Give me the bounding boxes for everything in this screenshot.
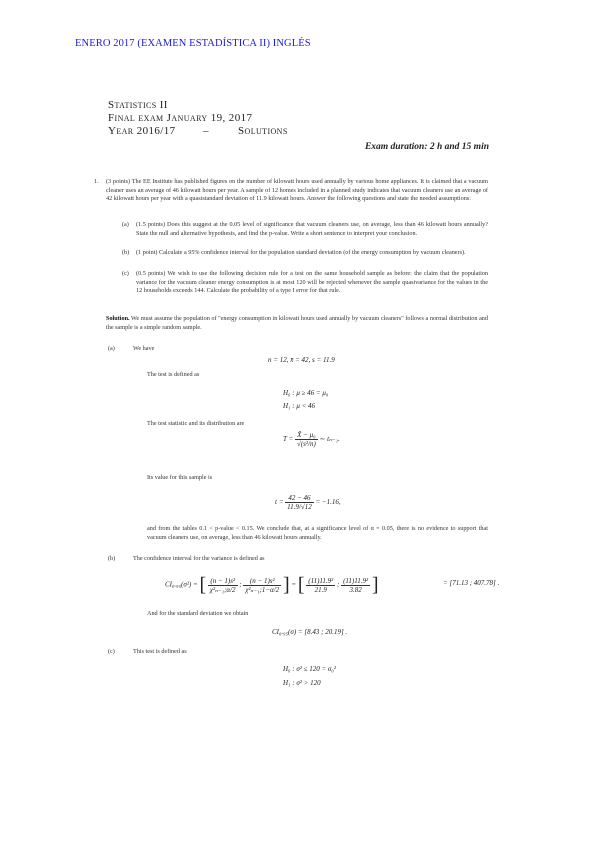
solution-c-text: This test is defined as bbox=[133, 648, 187, 655]
ci-eq: = bbox=[291, 580, 297, 589]
c-null-hypothesis: H₀ : σ² ≤ 120 = σ₀² bbox=[283, 665, 336, 673]
exam-year: Year 2016/17 bbox=[108, 125, 176, 137]
question-1a-label: (a) bbox=[122, 221, 129, 228]
question-1c-label: (c) bbox=[122, 270, 129, 277]
ci-frac-2-den: χ²ₙ₋₁;1−α/2 bbox=[245, 585, 280, 594]
right-bracket-2: ] bbox=[371, 574, 379, 596]
sd-text: And for the standard deviation we obtain bbox=[147, 610, 249, 617]
question-1a bbox=[122, 221, 488, 238]
question-1-intro bbox=[94, 178, 488, 204]
tval-rhs: = −1.16, bbox=[315, 498, 341, 507]
title-dash: – bbox=[203, 125, 209, 137]
question-1b-text: (1 point) Calculate a 95% confidence interval for the population standard deviation (of the energy consumption by vacuum cleaners). bbox=[136, 249, 466, 256]
test-definition-text: The test is defined as bbox=[147, 371, 200, 378]
ci-frac-3-num: (11)11.9² bbox=[308, 576, 334, 585]
ci-var-lhs: CI₀.₉₅(σ²) = bbox=[165, 580, 198, 589]
question-1-text: (3 points) The EE Institute has published figures on the number of kilowatt hours used annually by various home appliances. It is claimed that a vacuum cleaner uses an average of 46 kilowatt hours per year. A sample of 12 homes included in a planned study indicates that vacuum cleaners use an average of 42 kilowatt hours per year with a quasistandard deviation of 11.9 kilowatt hours. Answer the following questions and state the needed assumptions: bbox=[106, 178, 488, 203]
ci-frac-1-den: χ²ₙ₋₁;α/2 bbox=[209, 585, 236, 594]
question-1c bbox=[122, 270, 488, 296]
variance-ci-result: = [71.13 ; 407.78] . bbox=[443, 579, 500, 587]
stat-rhs: ∼ tₙ₋₁. bbox=[319, 435, 340, 444]
given-values: n = 12, x̄ = 42, s = 11.9 bbox=[268, 356, 335, 364]
question-number: 1. bbox=[94, 178, 99, 185]
solution-b-label: (b) bbox=[108, 555, 116, 562]
course-title: Statistics II bbox=[108, 99, 168, 111]
solution-label: Solution. bbox=[106, 315, 130, 322]
ci-frac-1 bbox=[208, 577, 238, 594]
ci-frac-1-num: (n − 1)s² bbox=[208, 577, 238, 586]
stat-numerator: X̄ − μ₀ bbox=[295, 431, 318, 440]
exam-year-line bbox=[108, 125, 288, 137]
ci-frac-4-num: (11)11.9² bbox=[343, 576, 369, 585]
tval-lhs: t = bbox=[275, 498, 284, 507]
test-value-formula bbox=[275, 494, 341, 511]
solution-intro-text: We must assume the population of "energy consumption in kilowatt hours used annually by vacuum cleaners" follows a normal distribution and the sample is a simple random sample. bbox=[106, 315, 488, 331]
question-1a-text: (1.5 points) Does this suggest at the 0.05 level of significance that vacuum cleaners use, on average, less than 46 kilowatt hours annually? State the null and alternative hypothesis, and find the p-value. Write a short sentence to interpret your conclusion. bbox=[136, 221, 488, 237]
solutions-label: Solutions bbox=[238, 125, 288, 137]
ci-frac-2 bbox=[243, 577, 281, 594]
question-1b bbox=[122, 249, 488, 258]
stat-fraction bbox=[295, 431, 318, 448]
question-1c-text: (0.5 points) We wish to use the following decision rule for a test on the same household sample as before: the claim that the population variance for the vacuum cleaner energy consumption is at most 120 will be rejected whenever the sample quasivariance for the values in the 12 households exceeds 144. Calculate the probability of a type I error for that rule. bbox=[136, 270, 488, 295]
ci-sep-2: ; bbox=[337, 580, 340, 589]
solution-a-have: We have bbox=[133, 345, 155, 352]
solution-a-label: (a) bbox=[108, 345, 115, 352]
ci-frac-4 bbox=[341, 577, 370, 594]
value-definition-text: Its value for this sample is bbox=[147, 474, 213, 481]
ci-frac-3 bbox=[306, 577, 335, 594]
ci-frac-3-den: 21.9 bbox=[314, 585, 327, 594]
exam-duration: Exam duration: 2 h and 15 min bbox=[364, 142, 489, 152]
stat-denominator: √(s²/n) bbox=[297, 440, 316, 448]
left-bracket-2: [ bbox=[297, 574, 305, 596]
variance-ci-formula bbox=[165, 575, 379, 595]
tval-denominator: 11.9/√12 bbox=[287, 503, 312, 511]
solution-a-conclusion: and from the tables 0.1 < p-value < 0.15. We conclude that, at a significance level of α = 0.05, there is no evidence to support that vacuum cleaners use, on average, less than 46 kilowatt hours annually. bbox=[147, 525, 488, 541]
exam-title: Final exam January 19, 2017 bbox=[108, 112, 253, 124]
right-bracket: ] bbox=[282, 574, 290, 596]
test-statistic-formula bbox=[283, 431, 340, 448]
exam-top-title: ENERO 2017 (EXAMEN ESTADÍSTICA II) INGLÉS bbox=[75, 38, 311, 49]
ci-sep: ; bbox=[239, 580, 242, 589]
tval-numerator: 42 − 46 bbox=[285, 494, 314, 503]
left-bracket: [ bbox=[199, 574, 207, 596]
solution-intro bbox=[106, 315, 488, 332]
ci-frac-2-num: (n − 1)s² bbox=[243, 577, 281, 586]
solution-c-label: (c) bbox=[108, 648, 115, 655]
null-hypothesis: H₀ : μ ≥ 46 = μ₀ bbox=[283, 389, 329, 397]
stat-lhs: T = bbox=[283, 435, 294, 444]
statistic-definition-text: The test statistic and its distribution are bbox=[147, 420, 245, 427]
alternative-hypothesis: H₁ : μ < 46 bbox=[283, 402, 316, 410]
question-1b-label: (b) bbox=[122, 249, 130, 256]
solution-b-text: The confidence interval for the variance is defined as bbox=[133, 555, 265, 562]
ci-frac-4-den: 3.82 bbox=[349, 585, 362, 594]
c-alternative-hypothesis: H₁ : σ² > 120 bbox=[283, 679, 321, 687]
tval-fraction bbox=[285, 494, 314, 511]
sd-ci-formula: CI₀.₉₅(σ) = [8.43 ; 20.19] . bbox=[272, 628, 348, 636]
